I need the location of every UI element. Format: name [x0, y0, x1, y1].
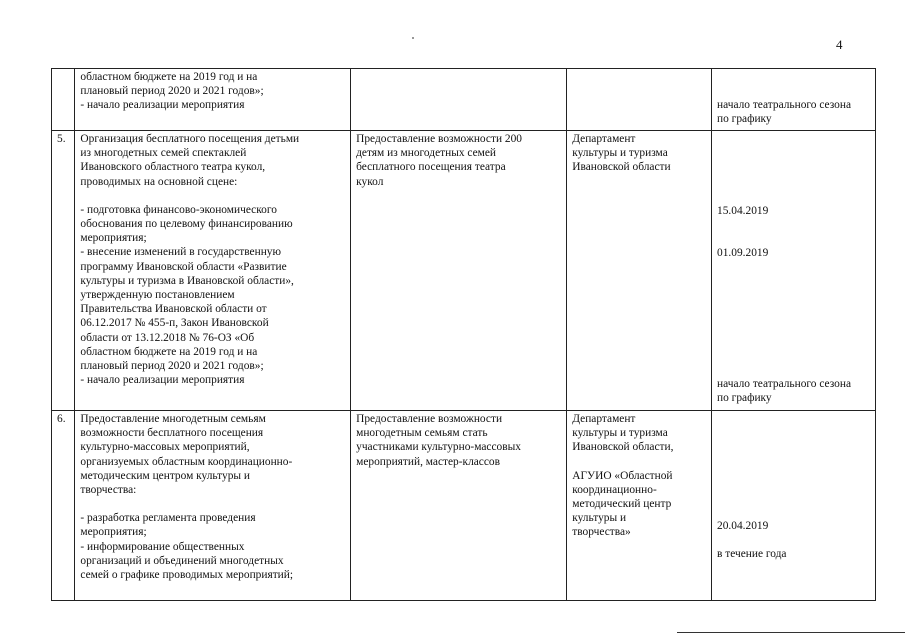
- action-line: культурно-массовых мероприятий,: [80, 441, 250, 454]
- action-step: - подготовка финансово-экономического: [80, 203, 277, 216]
- action-step: организаций и объединений многодетных: [80, 554, 284, 567]
- action-line: организуемых областным координационно-: [80, 455, 293, 468]
- result-line: многодетным семьям стать: [356, 427, 488, 440]
- executor-line: Департамент: [572, 133, 636, 145]
- action-line: методическим центром культуры и: [80, 469, 250, 482]
- result-line: мероприятий, мастер-классов: [356, 455, 500, 468]
- action-step: - информирование общественных: [80, 540, 245, 553]
- row-number: 5.: [52, 131, 75, 411]
- result-cell: [351, 411, 567, 601]
- action-step: плановый период 2020 и 2021 годов»;: [80, 360, 264, 373]
- action-step: - начало реализации мероприятия: [80, 374, 245, 387]
- result-line: кукол: [356, 175, 384, 188]
- executor-line: методический центр: [572, 498, 672, 511]
- executor-line: Ивановской области: [572, 161, 671, 174]
- executor-line: координационно-: [572, 483, 657, 496]
- deadline-line: по графику: [717, 392, 772, 405]
- action-step: утвержденную постановлением: [80, 289, 235, 302]
- result-line: участниками культурно-массовых: [356, 441, 521, 454]
- action-step: обоснования по целевому финансированию: [80, 218, 293, 231]
- table-row: [52, 411, 876, 601]
- table-row: [52, 131, 876, 411]
- action-line: проводимых на основной сцене:: [80, 175, 238, 188]
- result-line: Предоставление возможности 200: [356, 133, 522, 145]
- action-line: из многодетных семей спектаклей: [80, 147, 247, 160]
- deadline-line: начало театрального сезона: [717, 99, 851, 111]
- result-line: Предоставление возможности: [356, 413, 503, 425]
- deadline-cell: [712, 411, 876, 601]
- plan-table: [51, 68, 876, 601]
- action-step: - разработка регламента проведения: [80, 512, 256, 525]
- executor-line: творчества»: [572, 526, 631, 539]
- executor-cell: [567, 411, 712, 601]
- result-cell: [351, 131, 567, 411]
- result-line: детям из многодетных семей: [356, 147, 497, 160]
- action-step: Правительства Ивановской области от: [80, 303, 267, 316]
- action-step: программу Ивановской области «Развитие: [80, 260, 287, 273]
- action-step: культуры и туризма в Ивановской области»,: [80, 274, 294, 287]
- action-step: области от 13.12.2018 № 76-ОЗ «Об: [80, 331, 255, 344]
- deadline-date: 20.04.2019: [717, 520, 769, 532]
- result-cell: [351, 69, 567, 131]
- action-step: семей о графике проводимых мероприятий;: [80, 569, 294, 582]
- action-line: областном бюджете на 2019 год и на: [80, 71, 258, 83]
- action-step: областном бюджете на 2019 год и на: [80, 345, 258, 358]
- executor-line: культуры и: [572, 512, 627, 525]
- action-step: мероприятия;: [80, 232, 147, 245]
- page-number: 4: [836, 37, 843, 52]
- row-number: 6.: [52, 411, 75, 601]
- action-step: - внесение изменений в государственную: [80, 246, 282, 259]
- deadline-cell: [712, 131, 876, 411]
- result-line: бесплатного посещения театра: [356, 161, 506, 174]
- action-line: творчества:: [80, 484, 137, 497]
- table-row-continuation: [52, 69, 876, 131]
- deadline-date: 15.04.2019: [717, 205, 769, 217]
- executor-line: АГУИО «Областной: [572, 469, 673, 482]
- action-line: Предоставление многодетным семьям: [80, 413, 266, 425]
- executor-cell: [567, 69, 712, 131]
- deadline-line: по графику: [717, 113, 772, 126]
- deadline-line: начало театрального сезона: [717, 378, 851, 390]
- action-cell: [75, 69, 351, 131]
- action-cell: [75, 411, 351, 601]
- deadline-text: в течение года: [717, 548, 787, 560]
- action-line: - начало реализации мероприятия: [80, 99, 245, 112]
- executor-cell: [567, 131, 712, 411]
- action-line: Ивановского областного театра кукол,: [80, 161, 266, 174]
- number-cell: [52, 69, 75, 131]
- action-line: возможности бесплатного посещения: [80, 427, 264, 440]
- deadline-cell: [712, 69, 876, 131]
- action-step: 06.12.2017 № 455-п, Закон Ивановской: [80, 317, 269, 330]
- executor-line: Департамент: [572, 413, 636, 425]
- scan-edge-line: [677, 632, 905, 633]
- action-step: мероприятия;: [80, 526, 147, 539]
- action-line: Организация бесплатного посещения детьми: [80, 133, 300, 145]
- executor-line: Ивановской области,: [572, 441, 674, 454]
- executor-line: культуры и туризма: [572, 427, 668, 440]
- executor-line: культуры и туризма: [572, 147, 668, 160]
- deadline-date: 01.09.2019: [717, 247, 769, 259]
- scan-speck: [412, 37, 414, 39]
- action-cell: [75, 131, 351, 411]
- action-line: плановый период 2020 и 2021 годов»;: [80, 85, 264, 98]
